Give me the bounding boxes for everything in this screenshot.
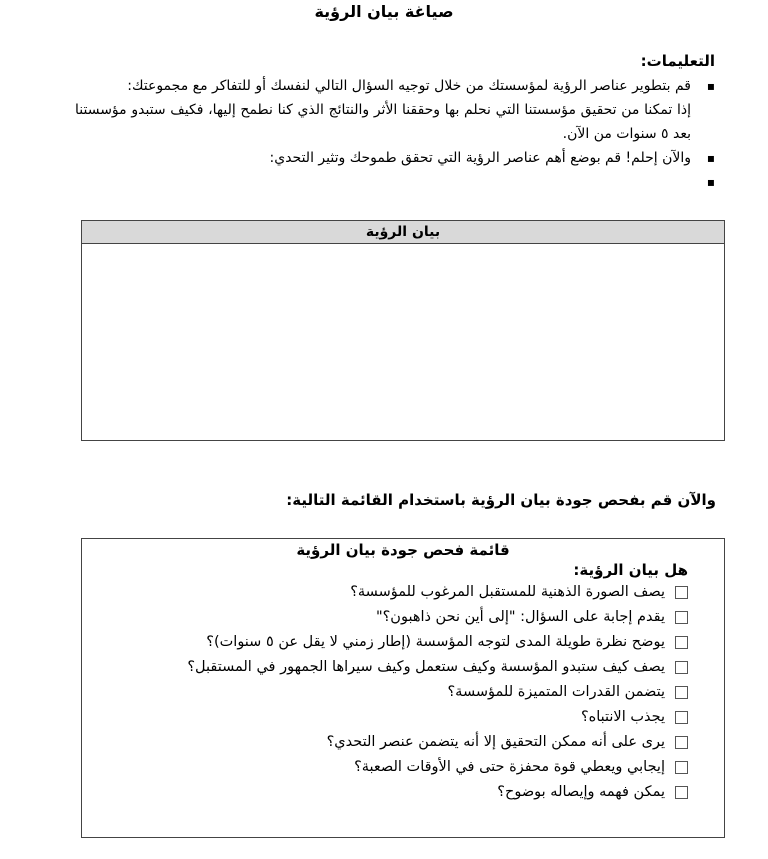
checklist-item-label: إيجابي ويعطي قوة محفزة حتى في الأوقات الصعبة؟ bbox=[354, 759, 665, 775]
checklist-item-label: يرى على أنه ممكن التحقيق إلا أنه يتضمن عنصر التحدي؟ bbox=[326, 734, 665, 750]
checklist-item-label: يصف الصورة الذهنية للمستقبل المرغوب للمؤسسة؟ bbox=[350, 584, 665, 600]
checkbox[interactable] bbox=[675, 736, 688, 749]
checkbox[interactable] bbox=[675, 636, 688, 649]
vision-statement-box[interactable] bbox=[81, 220, 725, 441]
checklist-item-label: يتضمن القدرات المتميزة للمؤسسة؟ bbox=[447, 684, 665, 700]
checklist-items bbox=[82, 580, 688, 805]
checklist-item bbox=[82, 755, 688, 780]
checklist-item bbox=[82, 680, 688, 705]
checkbox[interactable] bbox=[675, 661, 688, 674]
checklist-item-label: يوضح نظرة طويلة المدى لتوجه المؤسسة (إطار زمني لا يقل عن ٥ سنوات)؟ bbox=[206, 634, 665, 650]
instruction-paragraph: إذا تمكنا من تحقيق مؤسستنا التي نحلم بها وحققنا الأثر والنتائج الذي كنا نطمح إليها، فكيف ستبدو مؤسستنا بعد ٥ سنوات من الآن. bbox=[75, 102, 691, 142]
checklist-title: قائمة فحص جودة بيان الرؤية bbox=[296, 541, 510, 559]
checklist-question: هل بيان الرؤية: bbox=[573, 561, 688, 579]
checkbox[interactable] bbox=[675, 786, 688, 799]
checkbox[interactable] bbox=[675, 761, 688, 774]
checklist-item bbox=[82, 605, 688, 630]
instructions-list bbox=[75, 74, 715, 194]
vision-box-header: بيان الرؤية bbox=[82, 221, 724, 244]
checklist-item bbox=[82, 580, 688, 605]
checklist-item bbox=[82, 780, 688, 805]
checklist-intro-heading: والآن قم بفحص جودة بيان الرؤية باستخدام القائمة التالية: bbox=[286, 491, 716, 509]
checklist-item bbox=[82, 705, 688, 730]
checkbox[interactable] bbox=[675, 611, 688, 624]
empty-bullet bbox=[75, 170, 715, 194]
checkbox[interactable] bbox=[675, 711, 688, 724]
checklist-item-label: يمكن فهمه وإيصاله بوضوح؟ bbox=[497, 784, 665, 800]
checklist-item-label: يصف كيف ستبدو المؤسسة وكيف ستعمل وكيف سيراها الجمهور في المستقبل؟ bbox=[187, 659, 665, 675]
checkbox[interactable] bbox=[675, 686, 688, 699]
instruction-bullet: ▪ قم بتطوير عناصر الرؤية لمؤسستك من خلال توجيه السؤال التالي لنفسك أو للتفاكر مع مجموعتك: bbox=[75, 74, 715, 98]
checklist-item-label: يجذب الانتباه؟ bbox=[580, 709, 665, 725]
checklist-item bbox=[82, 630, 688, 655]
checklist-item-label: يقدم إجابة على السؤال: "إلى أين نحن ذاهبون؟" bbox=[375, 609, 665, 625]
checkbox[interactable] bbox=[675, 586, 688, 599]
instruction-bullet: ▪ والآن إحلم! قم بوضع أهم عناصر الرؤية التي تحقق طموحك وتثير التحدي: bbox=[75, 146, 715, 170]
instructions-heading: التعليمات: bbox=[640, 52, 715, 70]
checklist-item bbox=[82, 655, 688, 680]
page-title: صياغة بيان الرؤية bbox=[314, 2, 454, 21]
checklist-item bbox=[82, 730, 688, 755]
checklist-box bbox=[81, 538, 725, 838]
